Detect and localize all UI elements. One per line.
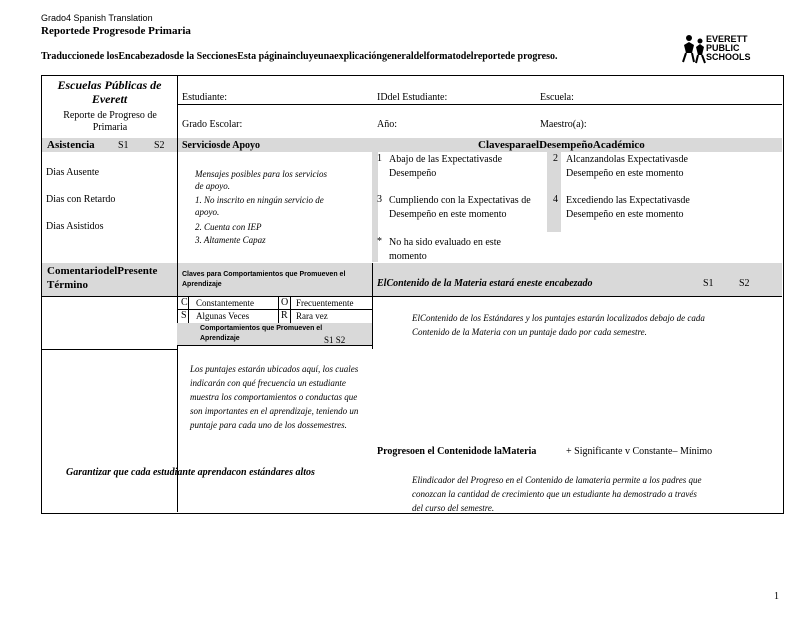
attendance-row: Dias con Retardo [46,194,116,205]
school-name: Escuelas Públicas de Everett [57,78,162,106]
key-number: 2 [553,153,558,164]
school-field: Escuela: [540,92,574,103]
behavior-label: Algunas Veces [196,311,250,321]
behavior-label: Rara vez [296,311,328,321]
progress-legend: + Significante v Constante– Mínimo [566,446,713,457]
year-field: Año: [377,119,397,130]
key-text: Cumpliendo con la Expectativas de Desempeño en este momento [389,195,531,220]
behavior-code: O [281,297,289,308]
motto: Garantizar que cada estudiante aprendacon estándares altos [66,467,315,478]
student-field: Estudiante: [182,92,227,103]
content-title: ElContenido de la Materia estará eneste encabezado [377,278,593,289]
keys-title: ClavesparaelDesempeñoAcadémico [478,139,645,151]
key-text: Abajo de las Expectativasde Desempeño [389,154,503,179]
behavior-sub-semesters: S1 S2 [324,335,346,345]
support-item: 2. Cuenta con IEP [195,222,262,232]
key-text: Alcanzandolas Expectativasde Desempeño en este momento [566,154,688,179]
comments-title: ComentariodelPresente Término [47,265,158,291]
behavior-code: S [181,310,187,321]
behavior-code: C [181,297,188,308]
grade-field: Grado Escolar: [182,119,243,130]
content-s1: S1 [703,278,714,289]
support-intro: Mensajes posibles para los servicios de apoyo. [195,169,327,191]
doc-title: Reportede Progresode Primaria [41,25,191,37]
attendance-s2: S2 [154,140,165,151]
key-number: 1 [377,153,382,164]
logo-line-3: SCHOOLS [706,52,751,62]
key-text: No ha sido evaluado en este momento [389,237,501,262]
key-number: 3 [377,194,382,205]
logo-line-2: PUBLIC [706,43,740,53]
doc-subtitle: Grado4 Spanish Translation [41,13,153,23]
behavior-key-title: Claves para Comportamientos que Promueven el Aprendizaje [182,271,346,288]
progress-title: Progresoen el Contenidode laMateria [377,446,537,457]
everett-logo [680,33,760,69]
key-number: 4 [553,194,558,205]
attendance-title: Asistencia [47,139,95,151]
report-name: Reporte de Progreso de Primaria [63,110,157,133]
page-number: 1 [774,591,779,602]
logo-line-1: EVERETT [706,34,748,44]
section-header-bar [42,138,782,152]
behavior-label: Constantemente [196,298,254,308]
key-text: Excediendo las Expectativasde Desempeño en este momento [566,195,690,220]
people-icon [680,33,708,65]
student-id-field: IDdel Estudiante: [377,92,448,103]
behavior-sub-title: Comportamientos que Promueven el Aprendizaje [200,325,323,342]
content-s2: S2 [739,278,750,289]
attendance-row: Dias Asistidos [46,221,104,232]
support-item: 3. Altamente Capaz [195,235,266,245]
intro-text: Traduccionede losEncabezadosde la SeccionesEsta páginaincluyeunaexplicacióngeneraldelformatodelreportede progreso. [41,51,558,62]
support-title: Serviciosde Apoyo [182,140,261,151]
attendance-s1: S1 [118,140,129,151]
behavior-label: Frecuentemente [296,298,354,308]
behavior-explanation: Los puntajes estarán ubicados aquí, los cuales indicarán con qué frecuencia un estudiante muestra los comportamientos o conductas que son importantes en el aprendizaje, teniendo un puntaje para cada uno de los dossemestres. [190,364,359,430]
teacher-field: Maestro(a): [540,119,587,130]
attendance-row: Dias Ausente [46,167,100,178]
progress-explanation: Elindicador del Progreso en el Contenido de lamateria permite a los padres que conozcan la cantidad de crecimiento que un estudiante ha demostrado a través del curso del semestre. [412,475,702,513]
behavior-code: R [281,310,288,321]
key-number: * [377,236,382,247]
content-explanation: ElContenido de los Estándares y los puntajes estarán localizados debajo de cada Contenido de la Materia con un puntaje dado por cada semestre. [412,313,705,337]
support-item: 1. No inscrito en ningún servicio de apoyo. [195,195,324,217]
